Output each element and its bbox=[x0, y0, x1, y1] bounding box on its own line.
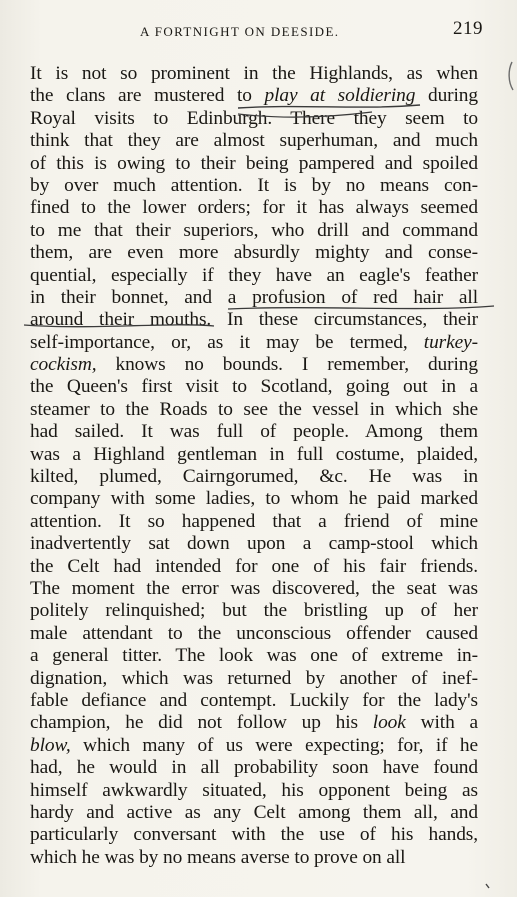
text-line bbox=[30, 847, 478, 869]
text-line bbox=[30, 645, 478, 667]
text-segment: himself awkwardly situated, his opponent being as bbox=[30, 779, 478, 801]
text-line bbox=[30, 735, 478, 757]
text-segment: in their bonnet, and a profusion of red hair all bbox=[30, 286, 478, 308]
text-line bbox=[30, 399, 478, 421]
text-line bbox=[30, 444, 478, 466]
text-segment: quential, especially if they have an eagle's feather bbox=[30, 264, 478, 286]
text-segment: fined to the lower orders; for it has always seemed bbox=[30, 197, 478, 219]
text-line bbox=[30, 287, 478, 309]
text-segment: which he was by no means averse to prove on all bbox=[30, 846, 406, 868]
text-line bbox=[30, 220, 478, 242]
text-segment: a general titter. The look was one of extreme in- bbox=[30, 645, 478, 667]
text-line bbox=[30, 802, 478, 824]
text-line bbox=[30, 197, 478, 219]
text-line bbox=[30, 265, 478, 287]
text-segment: was a Highland gentleman in full costume, plaided, bbox=[30, 443, 478, 465]
text-line bbox=[30, 63, 478, 85]
text-line bbox=[30, 824, 478, 846]
body-text bbox=[30, 63, 478, 869]
text-line bbox=[30, 332, 478, 354]
text-segment: hardy and active as any Celt among them all, and bbox=[30, 801, 478, 823]
text-line bbox=[30, 511, 478, 533]
text-line bbox=[30, 556, 478, 578]
text-segment: had, he would in all probability soon have found bbox=[30, 757, 478, 779]
text-segment: the clans are mustered to bbox=[30, 85, 265, 107]
text-segment: which many of us were expecting; for, if he bbox=[70, 734, 478, 756]
text-segment: Royal visits to Edinburgh. There they seem to bbox=[30, 107, 478, 129]
page-header bbox=[130, 20, 483, 44]
text-line bbox=[30, 623, 478, 645]
text-segment: to me that their superiors, who drill and command bbox=[30, 219, 478, 241]
text-line bbox=[30, 130, 478, 152]
text-segment: with a bbox=[405, 712, 479, 734]
text-line bbox=[30, 309, 478, 331]
text-segment: had sailed. It was full of people. Among them bbox=[30, 421, 478, 443]
running-title: A FORTNIGHT ON DEESIDE. bbox=[140, 24, 340, 39]
pencil-margin-mark bbox=[509, 62, 513, 90]
text-line bbox=[30, 533, 478, 555]
text-line bbox=[30, 153, 478, 175]
text-segment: kilted, plumed, Cairngorumed, &c. He was in bbox=[30, 466, 478, 488]
italic-text: cockism, bbox=[30, 354, 97, 376]
text-line bbox=[30, 85, 478, 107]
text-line bbox=[30, 421, 478, 443]
italic-text: play at soldiering bbox=[264, 85, 416, 107]
text-line bbox=[30, 175, 478, 197]
text-segment: by over much attention. It is by no means con- bbox=[30, 174, 478, 196]
text-segment: around their mouths. In these circumstances, their bbox=[30, 309, 478, 331]
text-segment: inadvertently sat down upon a camp-stool which bbox=[30, 533, 478, 555]
text-line bbox=[30, 712, 478, 734]
text-line bbox=[30, 578, 478, 600]
text-segment: It is not so prominent in the Highlands, as when bbox=[30, 63, 478, 84]
italic-text: turkey- bbox=[423, 331, 478, 353]
text-segment: self-importance, or, as it may be termed, bbox=[30, 331, 424, 353]
text-line bbox=[30, 668, 478, 690]
italic-text: look bbox=[372, 712, 406, 734]
text-segment: of this is owing to their being pampered and spoiled bbox=[30, 152, 478, 174]
pencil-dot bbox=[486, 884, 489, 888]
text-segment: during bbox=[415, 85, 479, 107]
text-segment: company with some ladies, to whom he paid marked bbox=[30, 488, 478, 510]
text-line bbox=[30, 376, 478, 398]
text-segment: champion, he did not follow up his bbox=[30, 712, 373, 734]
text-segment: attention. It so happened that a friend of mine bbox=[30, 510, 478, 532]
text-line bbox=[30, 242, 478, 264]
text-segment: fable defiance and contempt. Luckily for the lady's bbox=[30, 689, 478, 711]
text-line bbox=[30, 488, 478, 510]
text-line bbox=[30, 690, 478, 712]
text-line bbox=[30, 757, 478, 779]
text-segment: steamer to the Roads to see the vessel in which she bbox=[30, 398, 478, 420]
text-line bbox=[30, 354, 478, 376]
text-segment: knows no bounds. I remember, during bbox=[96, 354, 478, 376]
text-line bbox=[30, 466, 478, 488]
text-segment: think that they are almost superhuman, and much bbox=[30, 130, 478, 152]
text-segment: the Celt had intended for one of his fair friends. bbox=[30, 555, 478, 577]
text-line bbox=[30, 780, 478, 802]
text-segment: male attendant to the unconscious offender caused bbox=[30, 622, 478, 644]
text-segment: the Queen's first visit to Scotland, going out in a bbox=[30, 376, 478, 398]
text-segment: them, are even more absurdly mighty and conse- bbox=[30, 242, 478, 264]
text-segment: The moment the error was discovered, the seat was bbox=[30, 577, 478, 599]
text-segment: politely relinquished; but the bristling up of her bbox=[30, 600, 478, 622]
text-segment: dignation, which was returned by another of inef- bbox=[30, 667, 478, 689]
text-line bbox=[30, 108, 478, 130]
text-line bbox=[30, 600, 478, 622]
page-number: 219 bbox=[453, 18, 483, 39]
italic-text: blow, bbox=[30, 734, 71, 756]
text-segment: particularly conversant with the use of his hands, bbox=[30, 824, 478, 846]
